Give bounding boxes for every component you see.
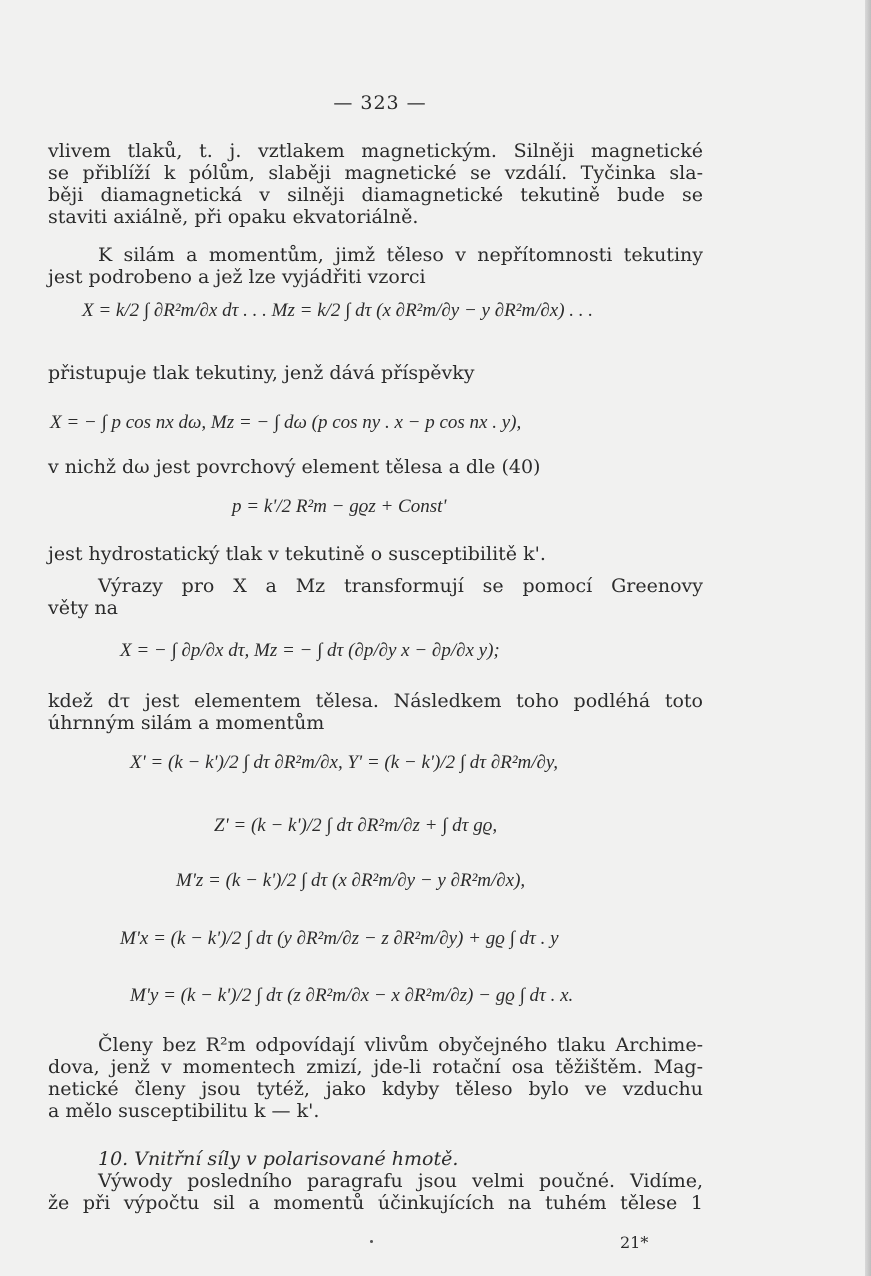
paragraph-1 [48,140,703,228]
paragraph-2 [48,244,703,288]
equation-3: p = k'/2 R²m − gϱz + Const' [232,496,447,517]
text-line: K silám a momentům, jimž těleso v nepřítomnosti tekutiny [98,244,703,266]
text-line: přistupuje tlak tekutiny, jenž dává příspěvky [48,362,475,384]
text-line: Členy bez R²m odpovídají vlivům obyčejného tlaku Archime- [98,1034,703,1056]
signature-mark: 21* [620,1233,649,1252]
paragraph-8 [48,1034,703,1122]
text-line: Výwody posledního paragrafu jsou velmi poučné. Vidíme, [98,1170,703,1192]
paragraph-3 [48,362,703,384]
text-line: se přiblíží k pólům, slaběji magnetické se vzdálí. Tyčinka sla- [48,162,703,184]
text-line: úhrnným silám a momentům [48,712,325,734]
text-line: netické členy jsou tytéž, jako kdyby těleso bylo ve vzduchu [48,1078,703,1100]
page-edge [865,0,871,1276]
paragraph-7 [48,690,703,734]
text-line: jest podrobeno a jež lze vyjádřiti vzorci [48,266,426,288]
text-line: a mělo susceptibilitu k — k'. [48,1100,320,1122]
equation-7: M'z = (k − k')/2 ∫ dτ (x ∂R²m/∂y − y ∂R²m/∂x), [176,870,526,891]
equation-9: M'y = (k − k')/2 ∫ dτ (z ∂R²m/∂x − x ∂R²m/∂z) − gϱ ∫ dτ . x. [130,985,574,1006]
paragraph-5 [48,543,703,565]
equation-1: X = k/2 ∫ ∂R²m/∂x dτ . . . Mz = k/2 ∫ dτ (x ∂R²m/∂y − y ∂R²m/∂x) . . . [82,300,594,321]
separator-dot [370,1240,373,1243]
equation-4: X = − ∫ ∂p/∂x dτ, Mz = − ∫ dτ (∂p/∂y x − ∂p/∂x y); [120,640,500,661]
page-number: — 323 — [333,92,427,114]
text-line: staviti axiálně, při opaku ekvatoriálně. [48,206,419,228]
equation-5: X' = (k − k')/2 ∫ dτ ∂R²m/∂x, Y' = (k − k')/2 ∫ dτ ∂R²m/∂y, [130,752,559,773]
text-line: v nichž dω jest povrchový element tělesa a dle (40) [48,456,541,478]
section-heading [48,1148,703,1170]
equation-6: Z' = (k − k')/2 ∫ dτ ∂R²m/∂z + ∫ dτ gϱ, [214,815,498,836]
text-line: Výrazy pro X a Mz transformují se pomocí Greenovy [98,575,703,597]
text-line: dova, jenž v momentech zmizí, jde-li rotační osa těžištěm. Mag- [48,1056,703,1078]
paragraph-9 [48,1170,703,1214]
text-line: že při výpočtu sil a momentů účinkujících na tuhém tělese 1 [48,1192,703,1214]
text-line: běji diamagnetická v silněji diamagnetické tekutině bude se [48,184,703,206]
text-line: vlivem tlaků, t. j. vztlakem magnetickým. Silněji magnetické [48,140,703,162]
paragraph-4 [48,456,703,478]
text-line: jest hydrostatický tlak v tekutině o susceptibilitě k'. [48,543,546,565]
text-line: kdež dτ jest elementem tělesa. Následkem toho podléhá toto [48,690,703,712]
equation-8: M'x = (k − k')/2 ∫ dτ (y ∂R²m/∂z − z ∂R²m/∂y) + gϱ ∫ dτ . y [120,928,559,949]
section-heading-text: 10. Vnitřní síly v polarisované hmotě. [98,1148,459,1170]
equation-2: X = − ∫ p cos nx dω, Mz = − ∫ dω (p cos ny . x − p cos nx . y), [50,412,522,433]
paragraph-6 [48,575,703,619]
text-line: věty na [48,597,118,619]
